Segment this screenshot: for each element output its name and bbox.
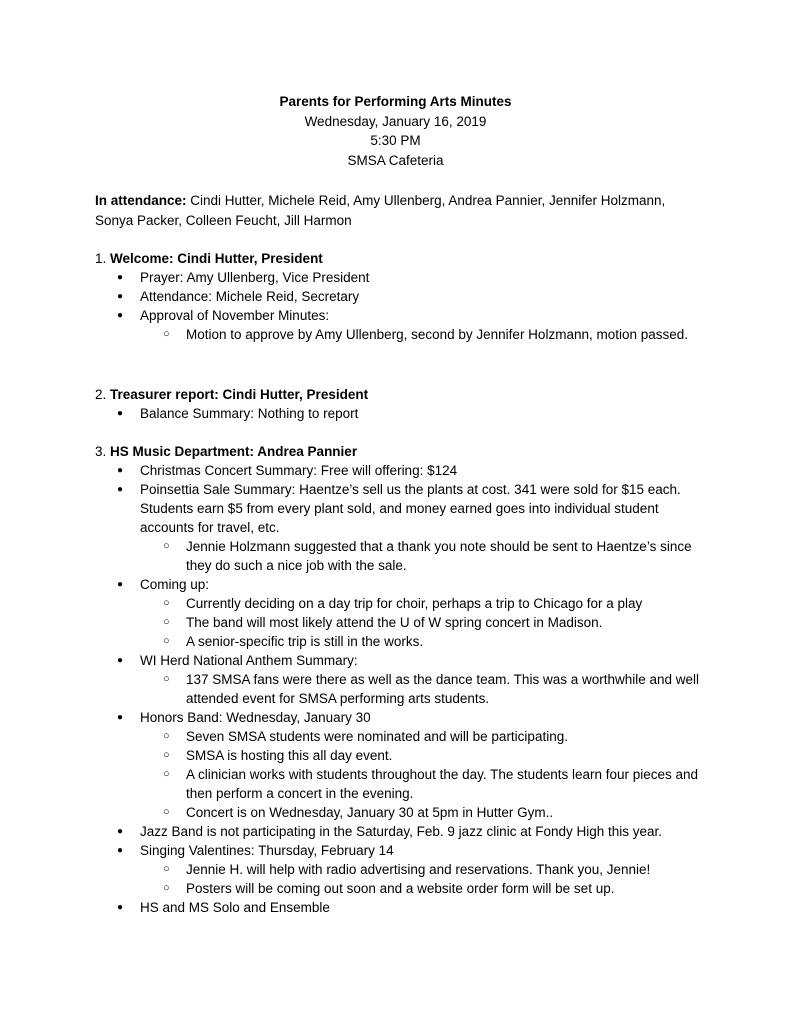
list-item — [95, 461, 705, 480]
sub-bullet-list — [95, 860, 705, 898]
section-heading — [95, 442, 705, 461]
section-number: 1. — [95, 251, 111, 266]
list-item — [95, 651, 705, 708]
item-text: A senior-specific trip is still in the works. — [186, 634, 424, 649]
list-item — [95, 841, 705, 898]
meeting-time: 5:30 PM — [370, 133, 421, 148]
list-item — [95, 306, 705, 325]
list-item — [95, 480, 705, 575]
item-text: Christmas Concert Summary: Free will offering: $124 — [140, 463, 458, 478]
item-text: Balance Summary: Nothing to report — [140, 406, 359, 421]
sub-bullet-list — [95, 537, 705, 575]
section-number: 2. — [95, 387, 111, 402]
bullet-list — [95, 268, 705, 325]
attendance-label: In attendance: — [95, 193, 187, 208]
section-treasurer — [95, 385, 705, 423]
list-item — [95, 268, 705, 287]
attendance-paragraph — [95, 191, 705, 231]
item-text: Concert is on Wednesday, January 30 at 5pm in Hutter Gym.. — [186, 805, 554, 820]
sub-list-item — [139, 879, 705, 898]
list-item — [95, 708, 705, 822]
item-text: Singing Valentines: Thursday, February 14 — [140, 843, 394, 858]
list-item — [95, 898, 705, 917]
item-text: Poinsettia Sale Summary: Haentze’s sell us the plants at cost. 341 were sold for $15 each. Students earn $5 from every plant sold, and money earned goes into individual student accounts for travel, etc. — [140, 482, 681, 535]
section-heading — [95, 385, 705, 404]
section-hs-music — [95, 442, 705, 917]
item-text: Jazz Band is not participating in the Saturday, Feb. 9 jazz clinic at Fondy High this year. — [140, 824, 663, 839]
item-text: Approval of November Minutes: — [140, 308, 330, 323]
bullet-list — [95, 404, 705, 423]
item-text: 137 SMSA fans were there as well as the dance team. This was a worthwhile and well attended event for SMSA performing arts students. — [186, 672, 700, 706]
section-title: HS Music Department: Andrea Pannier — [110, 444, 358, 459]
section-welcome — [95, 249, 705, 344]
meeting-date: Wednesday, January 16, 2019 — [304, 113, 487, 129]
list-item — [95, 575, 705, 651]
item-text: Prayer: Amy Ullenberg, Vice President — [140, 270, 370, 285]
document-title: Parents for Performing Arts Minutes — [279, 94, 512, 109]
sub-list-item — [139, 746, 705, 765]
item-text: Motion to approve by Amy Ullenberg, second by Jennifer Holzmann, motion passed. — [186, 327, 689, 342]
item-text: Attendance: Michele Reid, Secretary — [140, 289, 360, 304]
sub-bullet-list — [95, 727, 705, 822]
sub-list-item — [139, 765, 705, 803]
attendance-names: Cindi Hutter, Michele Reid, Amy Ullenberg, Andrea Pannier, Jennifer Holzmann, Sonya Packer, Colleen Feucht, Jill Harmon — [95, 193, 666, 228]
section-title: Treasurer report: Cindi Hutter, President — [110, 387, 369, 402]
list-item — [95, 822, 705, 841]
sub-bullet-list — [95, 594, 705, 651]
item-text: SMSA is hosting this all day event. — [186, 748, 393, 763]
item-text: WI Herd National Anthem Summary: — [140, 653, 358, 668]
sub-list-item — [139, 325, 705, 344]
section-number: 3. — [95, 444, 111, 459]
sub-bullet-list — [95, 670, 705, 708]
item-text: Posters will be coming out soon and a website order form will be set up. — [186, 881, 615, 896]
sub-list-item — [139, 613, 705, 632]
section-heading — [95, 249, 705, 268]
item-text: Jennie Holzmann suggested that a thank you note should be sent to Haentze’s since they do such a nice job with the sale. — [186, 539, 692, 573]
section-title: Welcome: Cindi Hutter, President — [110, 251, 323, 266]
list-item — [95, 404, 705, 423]
meeting-location: SMSA Cafeteria — [347, 152, 444, 168]
item-text: The band will most likely attend the U of W spring concert in Madison. — [186, 615, 603, 630]
item-text: Coming up: — [140, 577, 210, 592]
sub-list-item — [139, 670, 705, 708]
item-text: A clinician works with students throughout the day. The students learn four pieces and then perform a concert in the evening. — [186, 767, 699, 801]
sub-list-item — [139, 632, 705, 651]
sub-list-item — [139, 727, 705, 746]
item-text: Seven SMSA students were nominated and will be participating. — [186, 729, 568, 744]
sub-list-item — [139, 594, 705, 613]
minutes-header — [0, 92, 791, 170]
sub-bullet-list — [95, 325, 705, 344]
item-text: Honors Band: Wednesday, January 30 — [140, 710, 371, 725]
sub-list-item — [139, 860, 705, 879]
item-text: Currently deciding on a day trip for choir, perhaps a trip to Chicago for a play — [186, 596, 643, 611]
sub-list-item — [139, 803, 705, 822]
bullet-list — [95, 461, 705, 917]
list-item — [95, 287, 705, 306]
item-text: HS and MS Solo and Ensemble — [140, 900, 330, 915]
sub-list-item — [139, 537, 705, 575]
item-text: Jennie H. will help with radio advertising and reservations. Thank you, Jennie! — [186, 862, 651, 877]
